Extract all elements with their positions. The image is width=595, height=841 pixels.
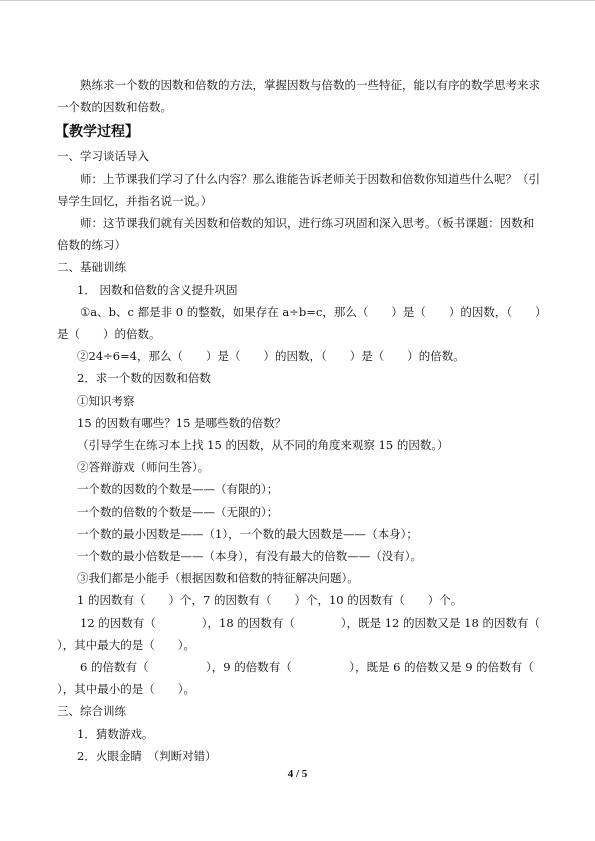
fact-min-max-factor: 一个数的最小因数是——（1），一个数的最大因数是——（本身）；: [77, 526, 418, 541]
section-title-comprehensive-training: 三、综合训练: [57, 704, 126, 719]
item-find-factors-multiples: 2．求一个数的因数和倍数: [77, 371, 211, 386]
exercise-24-div-6: ②24÷6=4，那么（ ）是（ ）的因数，（ ）是（ ）的倍数。: [77, 349, 465, 364]
subitem-debate-game: ②答辩游戏（师问生答）。: [77, 460, 210, 475]
item-meaning-consolidation: 1． 因数和倍数的含义提升巩固: [77, 282, 238, 297]
subitem-knowledge-check: ①知识考察: [77, 393, 135, 408]
top-border-line: [0, 0, 595, 1]
exercise-common-factors: 12 的因数有（ ），18 的因数有（ ），既是 12 的因数又是 18 的因数有（ ），其中最大的是（ ）。: [57, 615, 575, 652]
exercise-abc-definition: ①a、b、c 都是非 0 的整数，如果存在 a÷b=c，那么（ ）是（ ）的因数，（ ）是（ ）的倍数。: [57, 304, 541, 342]
question-factors-of-15: 15 的因数有哪些？15 是哪些数的倍数？: [77, 415, 287, 430]
fact-factor-count: 一个数的因数的个数是——（有限的）；: [77, 482, 279, 497]
fact-min-max-multiple: 一个数的最小倍数是——（本身），有没有最大的倍数——（没有）。: [77, 549, 422, 564]
subitem-little-experts: ③我们都是小能手（根据因数和倍数的特征解决问题）。: [77, 571, 359, 586]
section-heading-teaching-process: 【教学过程】: [55, 124, 139, 141]
fact-multiple-count: 一个数的倍数的个数是——（无限的）；: [77, 504, 279, 519]
exercise-common-multiples: 6 的倍数有（ ），9 的倍数有（ ），既是 6 的倍数又是 9 的倍数有（ ），其中最小的是（ ）。: [57, 660, 592, 697]
guidance-note-15: （引导学生在练习本上找 15 的因数，从不同的角度来观察 15 的因数。）: [77, 438, 449, 453]
section-title-intro: 一、学习谈话导入: [57, 149, 149, 164]
teacher-intro-paragraph: 师：这节课我们就有关因数和倍数的知识，进行练习巩固和深入思考。（板书课题：因数和倍数的练习）: [57, 216, 535, 253]
exercise-factor-counts: 1 的因数有（ ）个，7 的因数有（ ）个，10 的因数有（ ）个。: [77, 593, 463, 608]
page-number: 4 / 5: [287, 768, 308, 780]
teacher-question-paragraph: 师：上节课我们学习了什么内容？那么谁能告诉老师关于因数和倍数你知道些什么呢？（引导学生回忆，并指名说一说。）: [57, 171, 540, 208]
objective-paragraph: 熟练求一个数的因数和倍数的方法，掌握因数与倍数的一些特征，能以有序的数学思考来求一个数的因数和倍数。: [57, 78, 540, 115]
document-body: [55, 74, 592, 767]
item-guessing-game: 1．猜数游戏。: [77, 726, 154, 741]
item-true-false: 2．火眼金睛 （判断对错）: [77, 748, 217, 763]
section-title-basic-training: 二、基础训练: [57, 260, 126, 275]
